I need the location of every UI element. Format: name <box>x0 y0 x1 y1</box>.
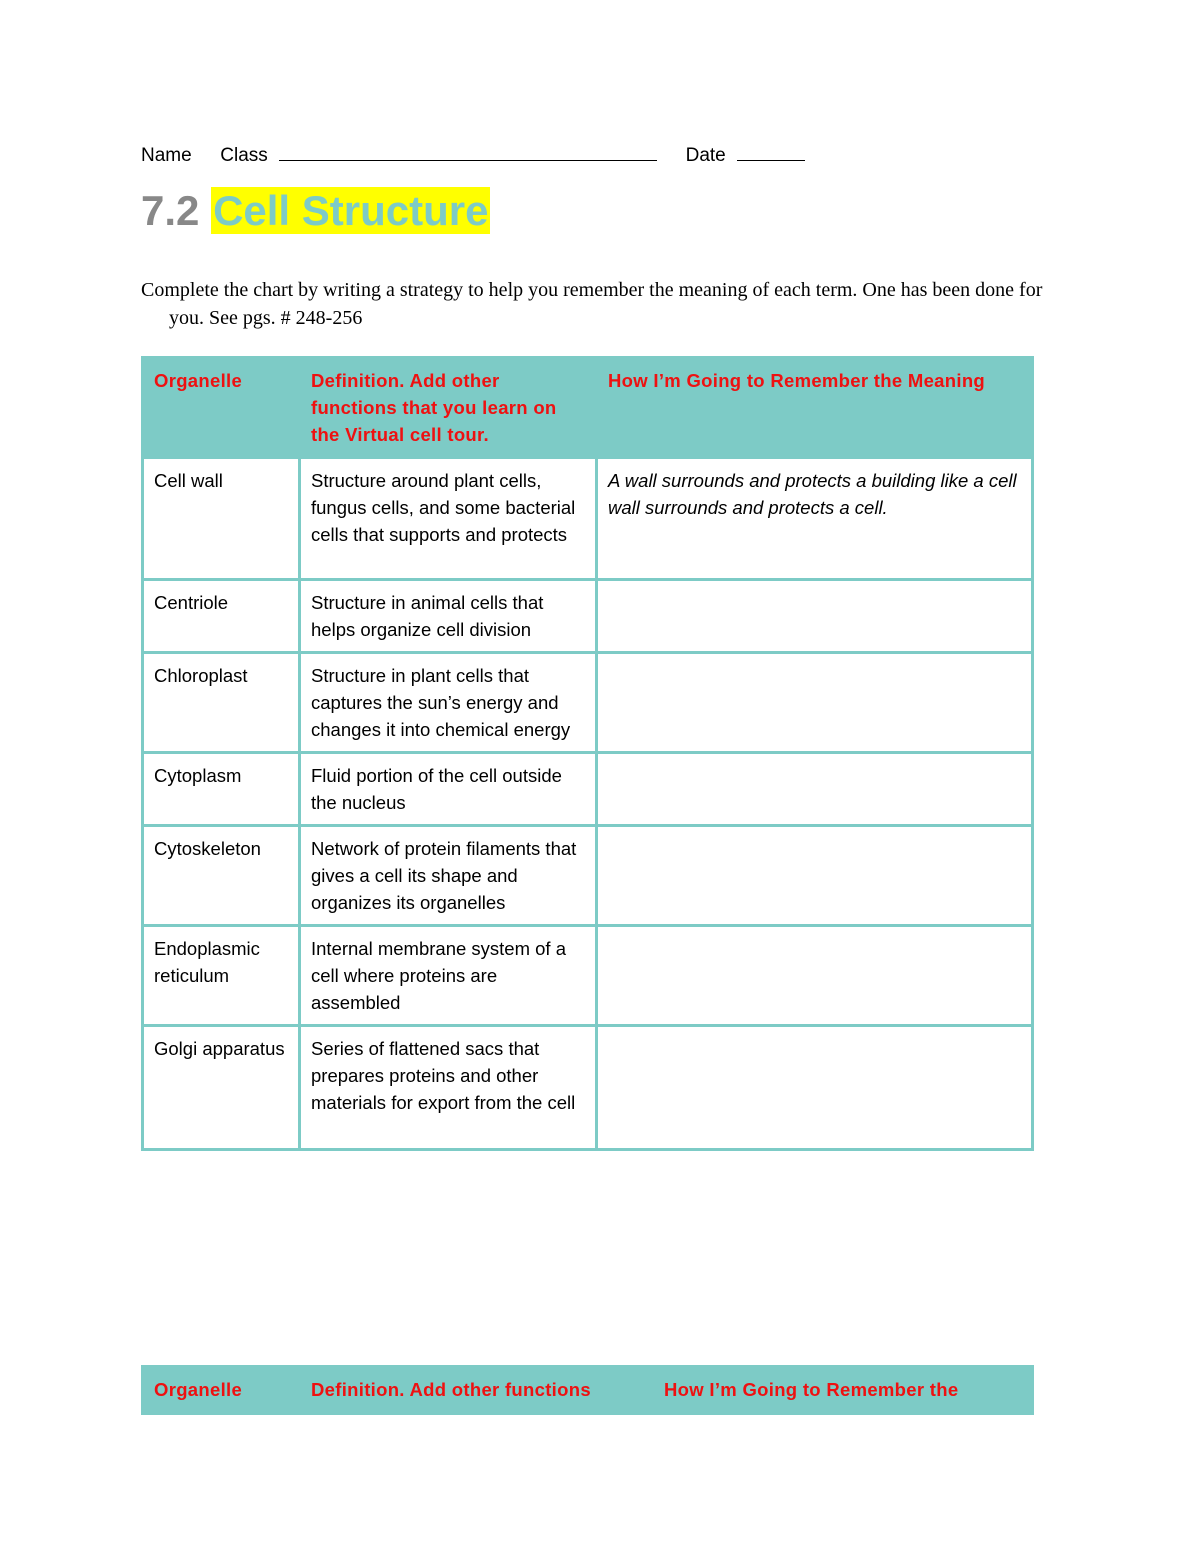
definition-cell: Series of flattened sacs that prepares proteins and other materials for export from the cell <box>300 1026 597 1150</box>
definition-cell: Network of protein filaments that gives a cell its shape and organizes its organelles <box>300 826 597 926</box>
table-row <box>143 826 1033 926</box>
table-row <box>143 653 1033 753</box>
table-row <box>143 580 1033 653</box>
remember-cell[interactable] <box>597 926 1033 1026</box>
organelle-cell: Chloroplast <box>143 653 300 753</box>
organelle-cell: Cell wall <box>143 458 300 580</box>
definition-cell: Internal membrane system of a cell where proteins are assembled <box>300 926 597 1026</box>
remember-cell[interactable] <box>597 826 1033 926</box>
organelle-cell: Cytoskeleton <box>143 826 300 926</box>
remember-cell[interactable] <box>597 753 1033 826</box>
header-line <box>141 142 805 167</box>
table-header-row <box>143 1367 1033 1414</box>
date-label: Date <box>685 145 726 166</box>
page-title <box>141 186 490 236</box>
remember-cell[interactable] <box>597 580 1033 653</box>
organelle-chart <box>141 356 1034 1151</box>
table-row <box>143 1026 1033 1150</box>
header-definition: Definition. Add other functions that you learn on the Virtual cell tour. <box>300 358 597 458</box>
organelle-cell: Golgi apparatus <box>143 1026 300 1150</box>
table-row <box>143 926 1033 1026</box>
definition-cell: Structure in plant cells that captures the sun’s energy and changes it into chemical energy <box>300 653 597 753</box>
definition-cell: Fluid portion of the cell outside the nucleus <box>300 753 597 826</box>
organelle-chart-continued <box>141 1365 1034 1415</box>
header-organelle: Organelle <box>143 358 300 458</box>
table-row <box>143 458 1033 580</box>
organelle-cell: Endoplasmic reticulum <box>143 926 300 1026</box>
title-number: 7.2 <box>141 187 200 234</box>
remember-cell[interactable] <box>597 1026 1033 1150</box>
instructions: Complete the chart by writing a strategy to help you remember the meaning of each term. One has been done for you. See pgs. # 248-256 <box>141 279 1043 329</box>
header-organelle: Organelle <box>143 1367 300 1414</box>
table-header-row <box>143 358 1033 458</box>
header-remember: How I’m Going to Remember the Meaning <box>597 358 1033 458</box>
header-definition: Definition. Add other functions <box>300 1367 653 1414</box>
date-field[interactable] <box>737 142 805 161</box>
name-label: Name <box>141 145 192 166</box>
title-text: Cell Structure <box>213 187 489 234</box>
table-row <box>143 753 1033 826</box>
organelle-cell: Centriole <box>143 580 300 653</box>
definition-cell: Structure in animal cells that helps organize cell division <box>300 580 597 653</box>
organelle-cell: Cytoplasm <box>143 753 300 826</box>
header-remember: How I’m Going to Remember the <box>653 1367 1033 1414</box>
definition-cell: Structure around plant cells, fungus cells, and some bacterial cells that supports and protects <box>300 458 597 580</box>
class-label: Class <box>220 145 268 166</box>
class-field[interactable] <box>279 142 657 161</box>
remember-cell[interactable]: A wall surrounds and protects a building like a cell wall surrounds and protects a cell. <box>597 458 1033 580</box>
remember-cell[interactable] <box>597 653 1033 753</box>
